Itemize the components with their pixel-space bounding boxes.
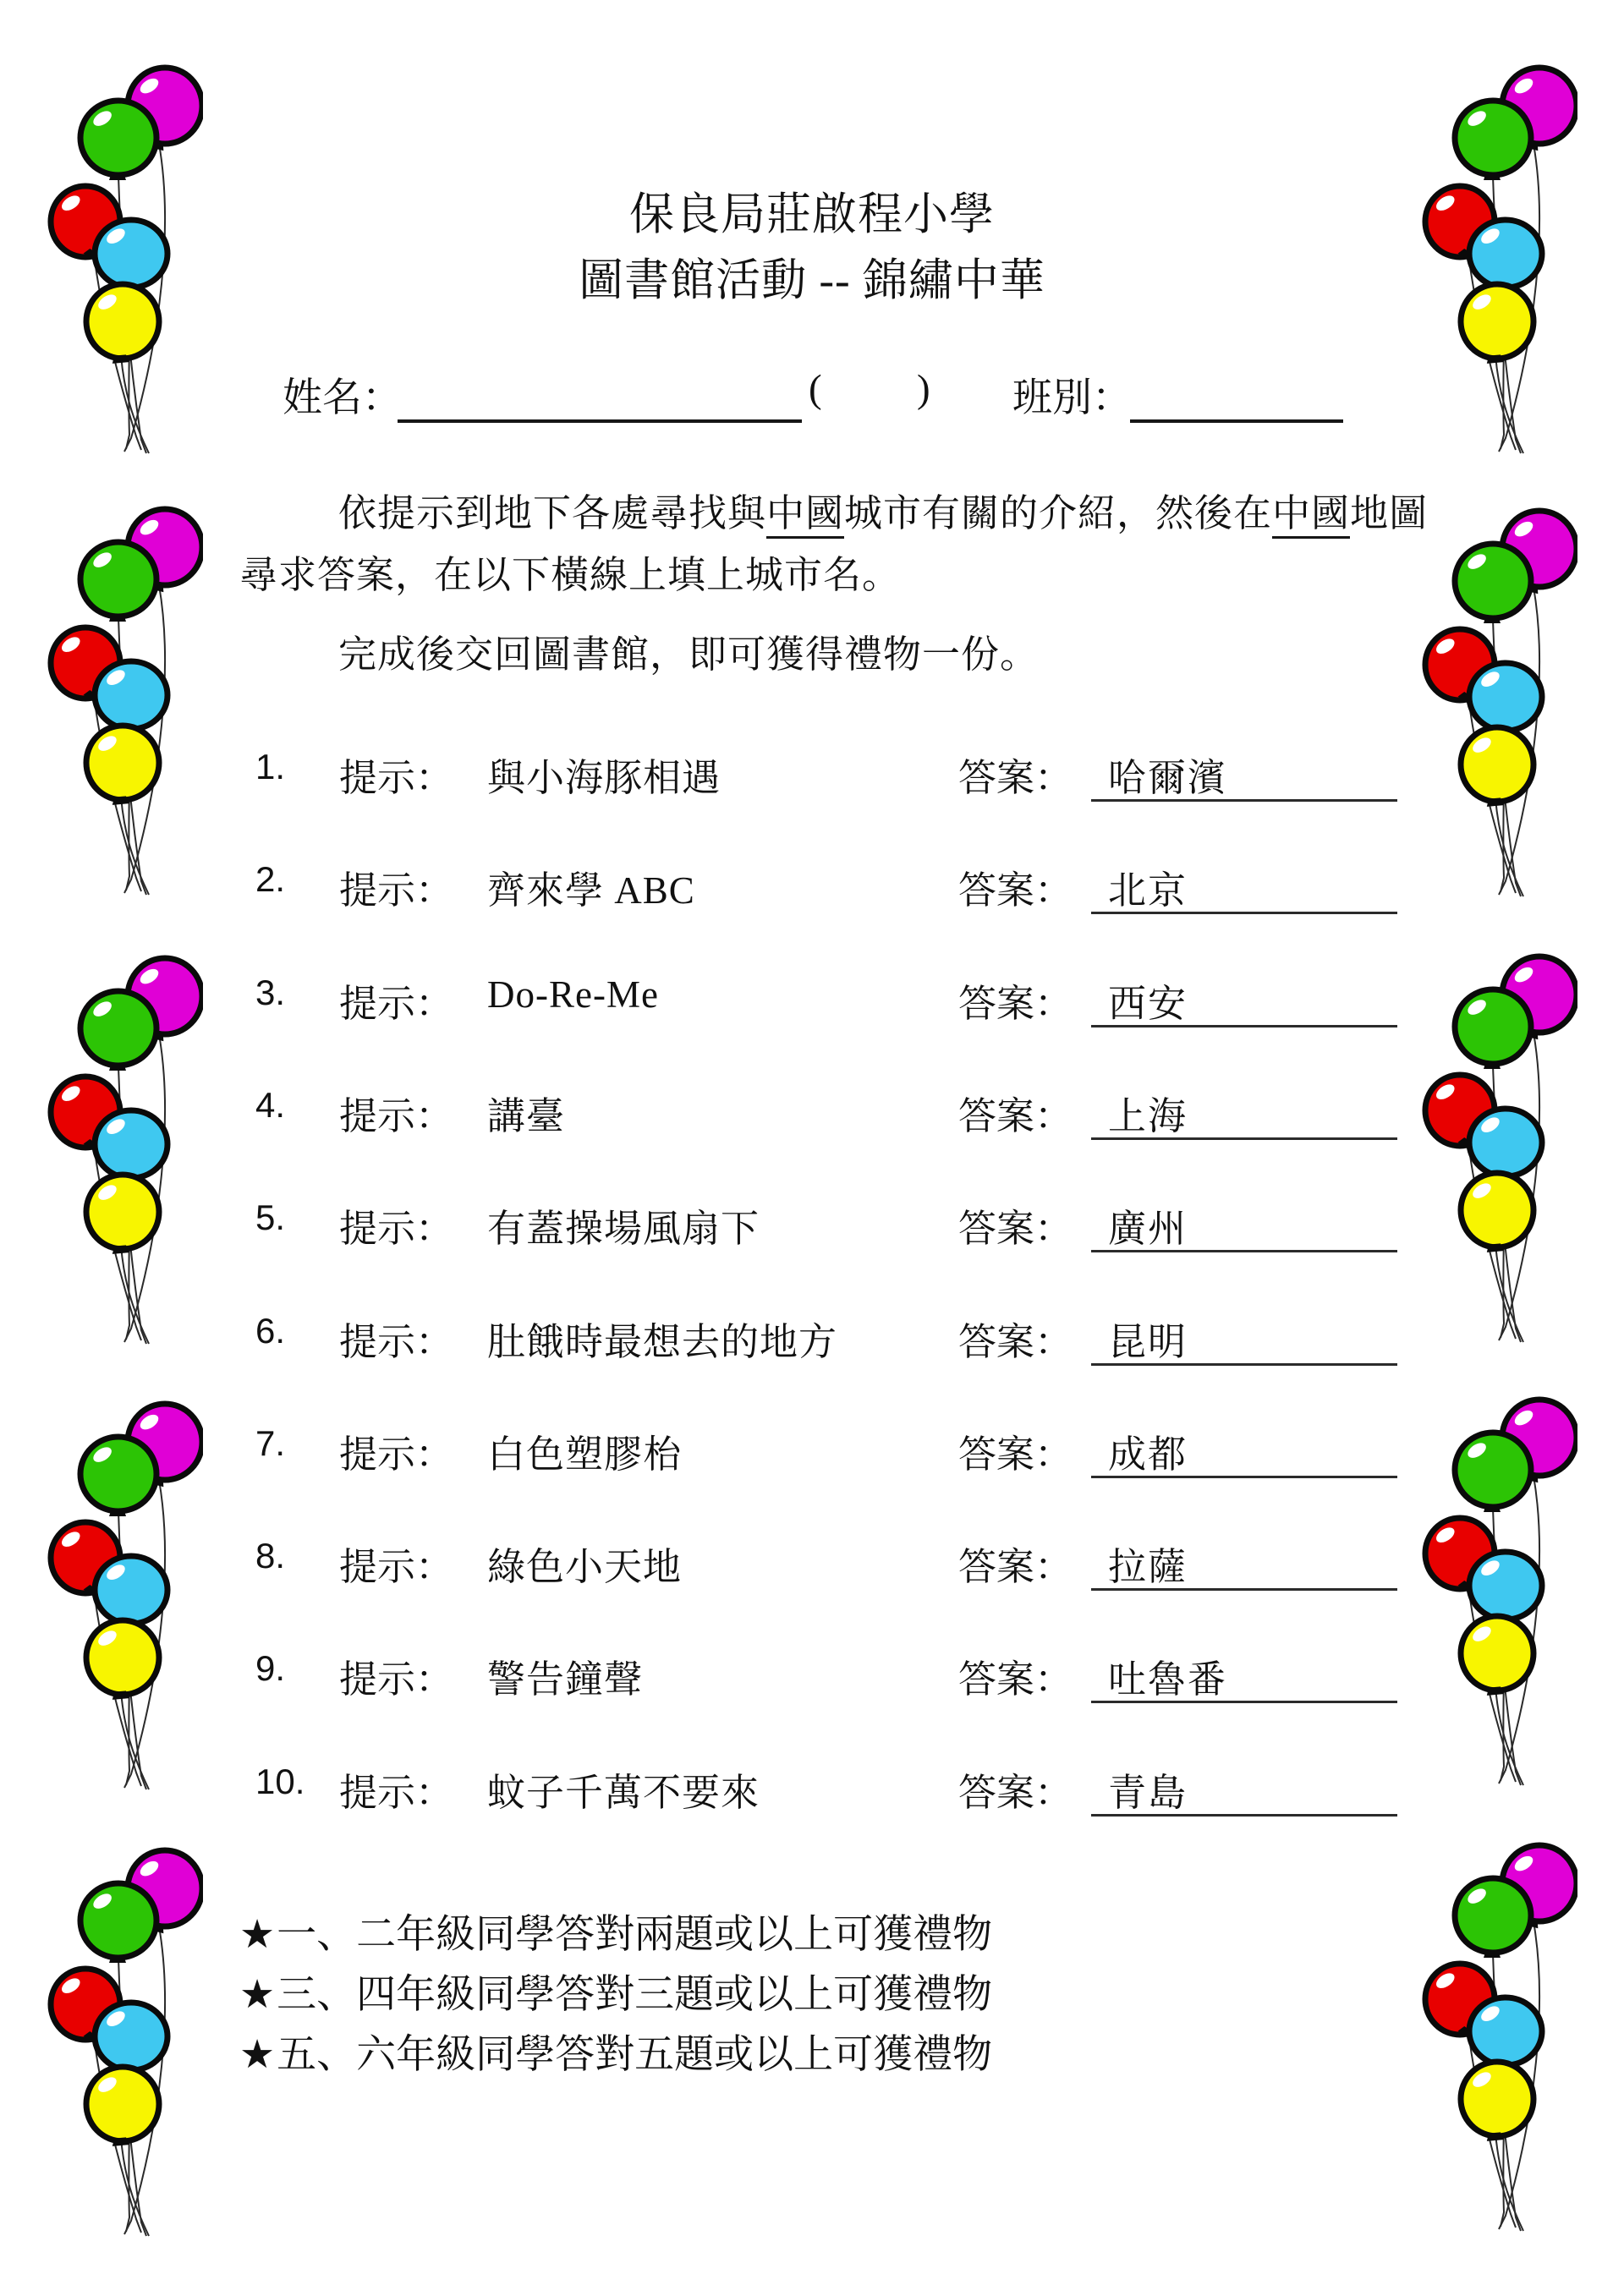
answer-text: 拉薩 [1108,1546,1188,1588]
answer-line[interactable] [1091,1588,1397,1591]
answer-line[interactable] [1091,799,1397,802]
underlined-china: 中國 [1272,492,1350,539]
answer-text: 成都 [1108,1433,1188,1476]
star-icon: ★ [239,1913,276,1957]
quiz-item-row [0,1197,1624,1312]
star-icon: ★ [239,2033,276,2077]
answer-text: 昆明 [1108,1321,1188,1363]
item-number: 3. [255,973,286,1012]
answer-label: 答案： [958,1546,1073,1588]
answer-line[interactable] [1091,1701,1397,1703]
quiz-item-row [0,1423,1624,1537]
item-number: 8. [255,1536,286,1575]
item-number: 5. [255,1197,286,1237]
answer-text: 西安 [1108,983,1188,1025]
quiz-item-row [0,859,1624,973]
answer-label: 答案： [958,983,1073,1025]
footnote-text: 三、四年級同學答對三題或以上可獲禮物 [277,1973,993,2017]
footnote-text: 五、六年級同學答對五題或以上可獲禮物 [277,2033,993,2077]
balloon-bouquet-graphic [1421,1835,1577,2233]
footnotes-block [239,1905,992,2085]
answer-line[interactable] [1091,1814,1397,1817]
answer-label: 答案： [958,1321,1073,1363]
hint-label: 提示： [339,1208,454,1250]
instructions-line-3: 完成後交回圖書館，即可獲得禮物一份。 [338,633,1040,676]
hint-label: 提示： [339,1658,454,1701]
answer-line[interactable] [1091,1363,1397,1366]
hint-text: Do-Re-Me [487,973,659,1016]
hint-text: 警告鐘聲 [487,1658,644,1701]
answer-label: 答案： [958,1433,1073,1476]
quiz-item-row [0,1648,1624,1762]
hint-text: 講臺 [487,1095,566,1137]
instructions-text: 地圖 [1350,492,1429,534]
hint-label: 提示： [339,1546,454,1588]
answer-label: 答案： [958,1095,1073,1137]
hint-text: 白色塑膠枱 [487,1433,683,1476]
school-name: 保良局莊啟程小學 [629,190,995,239]
balloon-bouquet-graphic [47,1840,203,2238]
hint-text: 肚餓時最想去的地方 [487,1321,838,1363]
hint-label: 提示： [339,983,454,1025]
activity-title: 圖書館活動 -- 錦繡中華 [579,256,1045,305]
instructions-text: 依提示到地下各處尋找與 [338,492,767,534]
hint-label: 提示： [339,1321,454,1363]
star-icon: ★ [239,1973,276,2017]
item-number: 2. [255,859,286,899]
hint-text: 齊來學 ABC [487,869,695,912]
quiz-item-row [0,747,1624,861]
balloon-cluster-left-5 [47,1840,203,2238]
quiz-item-row [0,973,1624,1087]
underlined-china: 中國 [766,492,844,539]
item-number: 4. [255,1085,286,1125]
class-label: 班別： [1012,376,1132,420]
answer-text: 吐魯番 [1108,1658,1228,1701]
class-number-paren-open: ( [809,367,822,411]
hint-text: 蚊子千萬不要來 [487,1772,760,1814]
answer-text: 哈爾濱 [1108,757,1228,799]
answer-label: 答案： [958,869,1073,912]
instructions-text: 城市有關的介紹，然後在 [844,492,1273,534]
answer-label: 答案： [958,757,1073,799]
hint-label: 提示： [339,1095,454,1137]
answer-label: 答案： [958,1208,1073,1250]
answer-text: 廣州 [1108,1208,1188,1250]
quiz-item-row [0,1085,1624,1199]
class-number-paren-close: ) [917,367,930,411]
hint-label: 提示： [339,757,454,799]
item-number: 9. [255,1648,286,1688]
item-number: 6. [255,1311,286,1351]
title-block [0,182,1624,314]
item-number: 10. [255,1762,305,1801]
quiz-item-row [0,1762,1624,1876]
answer-line[interactable] [1091,1025,1397,1027]
answer-text: 青島 [1108,1772,1188,1814]
answer-line[interactable] [1091,1476,1397,1478]
answer-line[interactable] [1091,1137,1397,1140]
hint-text: 與小海豚相遇 [487,757,721,799]
quiz-item-row [0,1536,1624,1650]
answer-label: 答案： [958,1658,1073,1701]
footnote-line [239,1905,992,1965]
quiz-item-row [0,1311,1624,1425]
class-input-line[interactable] [1130,419,1343,423]
instructions-line-2: 尋求答案，在以下橫線上填上城市名。 [239,554,902,596]
hint-label: 提示： [339,1772,454,1814]
footnote-text: 一、二年級同學答對兩題或以上可獲禮物 [277,1913,993,1957]
answer-line[interactable] [1091,912,1397,914]
hint-label: 提示： [339,869,454,912]
answer-text: 北京 [1108,869,1188,912]
item-number: 1. [255,747,286,786]
hint-label: 提示： [339,1433,454,1476]
item-number: 7. [255,1423,286,1463]
instructions-line-1 [338,482,1428,537]
balloon-cluster-right-5 [1421,1835,1577,2233]
footnote-line [239,2025,992,2085]
hint-text: 綠色小天地 [487,1546,683,1588]
answer-line[interactable] [1091,1250,1397,1252]
footnote-line [239,1965,992,2025]
name-input-line[interactable] [398,419,802,423]
name-label: 姓名： [283,376,402,420]
answer-text: 上海 [1108,1095,1188,1137]
hint-text: 有蓋操場風扇下 [487,1208,760,1250]
answer-label: 答案： [958,1772,1073,1814]
